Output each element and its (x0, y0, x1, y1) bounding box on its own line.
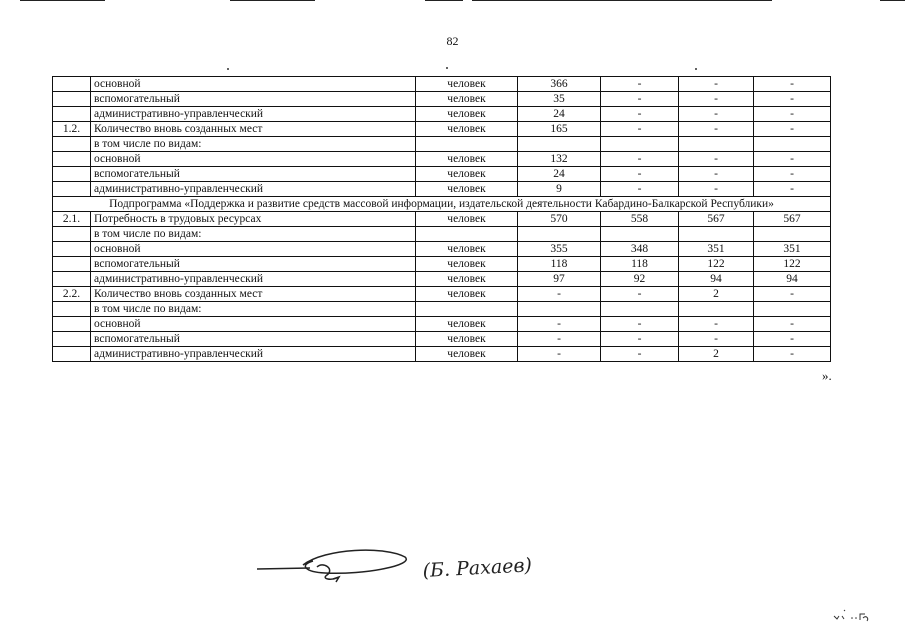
row-label: в том числе по видам: (91, 227, 416, 242)
scan-edge-line (20, 0, 105, 1)
section-title: Подпрограмма «Поддержка и развитие средств массовой информации, издательской деятельности Кабардино-Балкарской Республики» (53, 197, 831, 212)
value-cell: 24 (518, 107, 601, 122)
row-unit: человек (416, 272, 518, 287)
signature-image (255, 543, 585, 593)
signature (255, 543, 585, 598)
value-cell: 2 (679, 287, 754, 302)
table-row (53, 257, 831, 272)
row-unit: человек (416, 317, 518, 332)
row-number (53, 167, 91, 182)
row-number (53, 242, 91, 257)
table-row (53, 332, 831, 347)
row-label: административно-управленческий (91, 107, 416, 122)
value-cell: - (601, 182, 679, 197)
value-cell: - (754, 152, 831, 167)
value-cell: - (518, 332, 601, 347)
row-label: Количество вновь созданных мест (91, 287, 416, 302)
table-row (53, 152, 831, 167)
value-cell: 35 (518, 92, 601, 107)
row-number (53, 347, 91, 362)
corner-mark (832, 606, 872, 631)
row-unit: человек (416, 332, 518, 347)
value-cell: 132 (518, 152, 601, 167)
row-number (53, 332, 91, 347)
row-number (53, 92, 91, 107)
row-number (53, 317, 91, 332)
row-unit: человек (416, 347, 518, 362)
value-cell: - (754, 182, 831, 197)
row-label: вспомогательный (91, 167, 416, 182)
table-row (53, 242, 831, 257)
signature-name: (Б. Рахаев) (422, 554, 533, 582)
table-row (53, 317, 831, 332)
value-cell (679, 137, 754, 152)
scan-edge-line (472, 0, 772, 1)
row-label: в том числе по видам: (91, 137, 416, 152)
table-body (53, 77, 831, 362)
value-cell (518, 227, 601, 242)
row-unit: человек (416, 77, 518, 92)
row-number (53, 182, 91, 197)
scan-speck (446, 67, 448, 69)
value-cell: 118 (601, 257, 679, 272)
value-cell: - (601, 317, 679, 332)
staffing-table (52, 76, 831, 362)
value-cell: - (754, 317, 831, 332)
section-heading-row (53, 197, 831, 212)
value-cell: 558 (601, 212, 679, 227)
value-cell: - (679, 107, 754, 122)
row-unit (416, 302, 518, 317)
value-cell: - (754, 92, 831, 107)
value-cell (518, 137, 601, 152)
scan-edge-line (425, 0, 463, 1)
row-label: административно-управленческий (91, 182, 416, 197)
closing-quote-mark: ». (822, 368, 832, 383)
row-unit: человек (416, 92, 518, 107)
value-cell: 122 (754, 257, 831, 272)
value-cell: - (518, 287, 601, 302)
value-cell (518, 302, 601, 317)
value-cell: - (601, 347, 679, 362)
scan-speck (695, 68, 697, 70)
row-number (53, 257, 91, 272)
table-row (53, 167, 831, 182)
row-label: Потребность в трудовых ресурсах (91, 212, 416, 227)
value-cell: - (754, 167, 831, 182)
row-unit: человек (416, 257, 518, 272)
value-cell: 567 (679, 212, 754, 227)
value-cell: 2 (679, 347, 754, 362)
row-label: административно-управленческий (91, 272, 416, 287)
value-cell: - (601, 167, 679, 182)
value-cell: - (679, 332, 754, 347)
value-cell: - (679, 167, 754, 182)
value-cell: 570 (518, 212, 601, 227)
table-row (53, 227, 831, 242)
value-cell: - (754, 107, 831, 122)
value-cell: - (601, 287, 679, 302)
value-cell (679, 227, 754, 242)
row-unit: человек (416, 122, 518, 137)
table-row (53, 182, 831, 197)
row-unit: человек (416, 107, 518, 122)
value-cell: 94 (754, 272, 831, 287)
table-row (53, 77, 831, 92)
row-label: административно-управленческий (91, 347, 416, 362)
row-number (53, 302, 91, 317)
scan-speck (227, 68, 229, 70)
value-cell (679, 302, 754, 317)
table-row (53, 302, 831, 317)
row-number (53, 107, 91, 122)
row-number (53, 272, 91, 287)
row-unit (416, 137, 518, 152)
value-cell: 355 (518, 242, 601, 257)
table-row (53, 272, 831, 287)
scan-edge-line (880, 0, 905, 1)
row-number: 2.1. (53, 212, 91, 227)
row-label: основной (91, 152, 416, 167)
value-cell (754, 137, 831, 152)
value-cell: - (601, 77, 679, 92)
value-cell: - (679, 92, 754, 107)
row-unit: человек (416, 212, 518, 227)
value-cell: - (754, 287, 831, 302)
row-unit (416, 227, 518, 242)
value-cell (754, 302, 831, 317)
row-unit: человек (416, 152, 518, 167)
value-cell: 366 (518, 77, 601, 92)
value-cell: 24 (518, 167, 601, 182)
value-cell: - (601, 122, 679, 137)
scan-edge-line (230, 0, 315, 1)
value-cell: 165 (518, 122, 601, 137)
value-cell: 351 (754, 242, 831, 257)
value-cell: 122 (679, 257, 754, 272)
value-cell: - (754, 332, 831, 347)
row-unit: человек (416, 167, 518, 182)
row-number: 1.2. (53, 122, 91, 137)
value-cell: - (679, 77, 754, 92)
row-number (53, 77, 91, 92)
page-number: 82 (446, 34, 459, 48)
value-cell: 351 (679, 242, 754, 257)
value-cell: 94 (679, 272, 754, 287)
row-label: вспомогательный (91, 92, 416, 107)
value-cell: - (679, 122, 754, 137)
value-cell: - (518, 317, 601, 332)
row-label: вспомогательный (91, 257, 416, 272)
value-cell: - (518, 347, 601, 362)
row-label: основной (91, 317, 416, 332)
value-cell: 118 (518, 257, 601, 272)
row-unit: человек (416, 182, 518, 197)
table-row (53, 122, 831, 137)
row-label: основной (91, 242, 416, 257)
row-number (53, 137, 91, 152)
row-number: 2.2. (53, 287, 91, 302)
table-row (53, 287, 831, 302)
value-cell: 92 (601, 272, 679, 287)
row-label: в том числе по видам: (91, 302, 416, 317)
row-label: Количество вновь созданных мест (91, 122, 416, 137)
value-cell: - (679, 317, 754, 332)
value-cell: - (754, 122, 831, 137)
table-row (53, 137, 831, 152)
row-number (53, 152, 91, 167)
value-cell: - (601, 332, 679, 347)
value-cell: - (679, 152, 754, 167)
value-cell (754, 227, 831, 242)
value-cell (601, 227, 679, 242)
value-cell: - (601, 107, 679, 122)
value-cell: 9 (518, 182, 601, 197)
value-cell: - (679, 182, 754, 197)
row-unit: человек (416, 242, 518, 257)
row-label: вспомогательный (91, 332, 416, 347)
value-cell: - (601, 152, 679, 167)
table-row (53, 107, 831, 122)
value-cell: - (601, 92, 679, 107)
value-cell: 348 (601, 242, 679, 257)
value-cell: - (754, 347, 831, 362)
row-label: основной (91, 77, 416, 92)
row-unit: человек (416, 287, 518, 302)
value-cell: 567 (754, 212, 831, 227)
table-row (53, 347, 831, 362)
value-cell: - (754, 77, 831, 92)
value-cell (601, 137, 679, 152)
row-number (53, 227, 91, 242)
table-row (53, 212, 831, 227)
value-cell (601, 302, 679, 317)
table-row (53, 92, 831, 107)
corner-scribble (832, 606, 872, 626)
value-cell: 97 (518, 272, 601, 287)
